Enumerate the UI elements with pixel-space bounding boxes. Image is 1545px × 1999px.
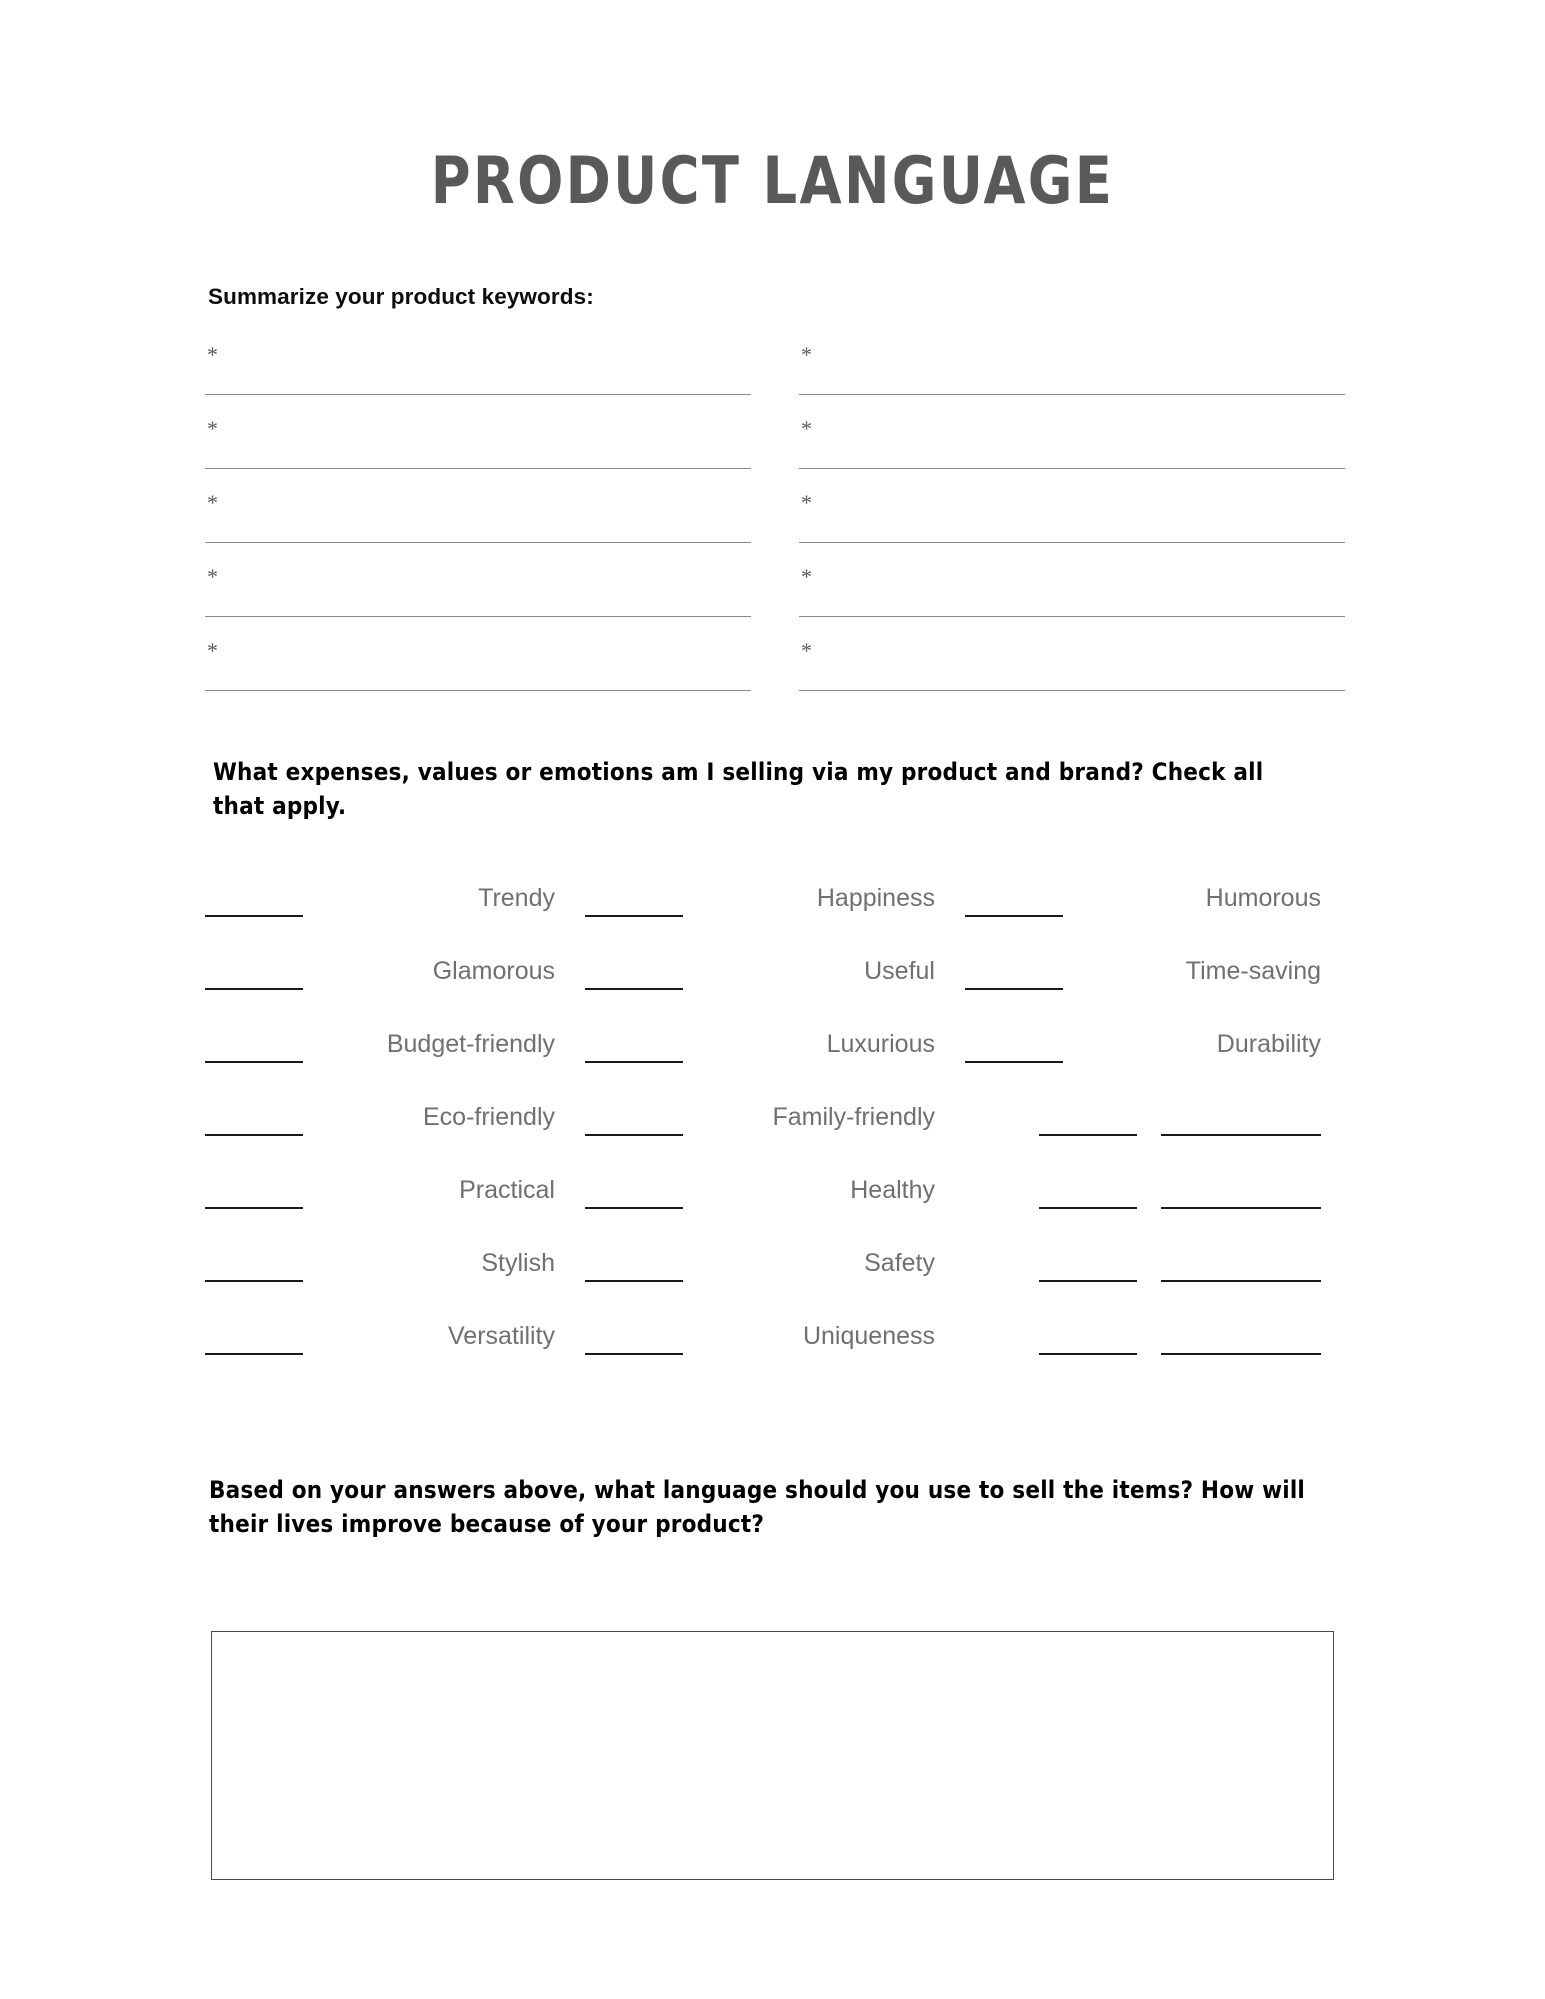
- checkbox-blank[interactable]: [1039, 1323, 1137, 1361]
- checklist-item-custom-2[interactable]: [965, 1177, 1345, 1215]
- checklist-item-stylish[interactable]: [205, 1250, 585, 1288]
- bullet-star-icon: *: [801, 416, 812, 441]
- checkbox-blank[interactable]: [585, 885, 683, 923]
- keyword-field-left-1[interactable]: [205, 340, 751, 407]
- write-line: [205, 468, 751, 469]
- write-line: [205, 690, 751, 691]
- page-title: PRODUCT LANGUAGE: [430, 143, 1115, 219]
- bullet-star-icon: *: [801, 564, 812, 589]
- checklist-row: [205, 885, 1345, 958]
- checklist-item-happiness[interactable]: [585, 885, 965, 923]
- checklist-label: Uniqueness: [802, 1322, 935, 1350]
- checklist-label: Useful: [864, 957, 935, 985]
- checklist-label: Practical: [459, 1176, 555, 1204]
- checklist-row: [205, 1250, 1345, 1323]
- keyword-row: [205, 414, 1345, 481]
- checklist-label: Glamorous: [432, 957, 555, 985]
- keyword-field-right-3[interactable]: [799, 488, 1345, 555]
- bullet-star-icon: *: [207, 342, 218, 367]
- checklist-label: Durability: [1216, 1030, 1321, 1058]
- write-line: [799, 690, 1345, 691]
- write-line: [205, 616, 751, 617]
- checkbox-blank[interactable]: [585, 1177, 683, 1215]
- write-line: [799, 542, 1345, 543]
- checkbox-blank[interactable]: [585, 1250, 683, 1288]
- checkbox-blank[interactable]: [205, 885, 303, 923]
- write-line: [799, 616, 1345, 617]
- checkbox-blank[interactable]: [585, 1323, 683, 1361]
- custom-write-in-field[interactable]: [1161, 1323, 1321, 1361]
- checklist-label: Healthy: [850, 1176, 935, 1204]
- language-answer-box[interactable]: [211, 1631, 1334, 1880]
- checkbox-blank[interactable]: [205, 1323, 303, 1361]
- language-heading: Based on your answers above, what language should you use to sell the items? How will their lives improve because of your product?: [209, 1476, 1306, 1539]
- checkbox-blank[interactable]: [585, 1031, 683, 1069]
- checklist-label: Luxurious: [826, 1030, 935, 1058]
- checklist-label: Eco-friendly: [423, 1103, 555, 1131]
- custom-write-in-field[interactable]: [1161, 1250, 1321, 1288]
- checkbox-blank[interactable]: [1039, 1177, 1137, 1215]
- checklist-item-versatility[interactable]: [205, 1323, 585, 1361]
- keyword-field-right-5[interactable]: [799, 636, 1345, 703]
- checklist-item-custom-3[interactable]: [965, 1250, 1345, 1288]
- checklist-row: [205, 1104, 1345, 1177]
- checklist-grid: [205, 885, 1345, 1396]
- checkbox-blank[interactable]: [205, 1177, 303, 1215]
- checklist-item-custom-1[interactable]: [965, 1104, 1345, 1142]
- keyword-field-left-3[interactable]: [205, 488, 751, 555]
- keyword-field-right-4[interactable]: [799, 562, 1345, 629]
- checklist-item-useful[interactable]: [585, 958, 965, 996]
- checklist-label: Versatility: [448, 1322, 555, 1350]
- checklist-label: Time-saving: [1185, 957, 1321, 985]
- checkbox-blank[interactable]: [205, 958, 303, 996]
- checklist-item-uniqueness[interactable]: [585, 1323, 965, 1361]
- checklist-item-eco-friendly[interactable]: [205, 1104, 585, 1142]
- checkbox-blank[interactable]: [205, 1250, 303, 1288]
- keyword-field-left-5[interactable]: [205, 636, 751, 703]
- checklist-item-trendy[interactable]: [205, 885, 585, 923]
- checklist-label: Humorous: [1205, 884, 1321, 912]
- keywords-grid: [205, 340, 1345, 710]
- checklist-item-glamorous[interactable]: [205, 958, 585, 996]
- keyword-field-right-1[interactable]: [799, 340, 1345, 407]
- checkbox-blank[interactable]: [585, 1104, 683, 1142]
- checklist-label: Family-friendly: [772, 1103, 935, 1131]
- checklist-item-safety[interactable]: [585, 1250, 965, 1288]
- bullet-star-icon: *: [207, 564, 218, 589]
- checklist-label: Happiness: [816, 884, 935, 912]
- checklist-label: Trendy: [478, 884, 555, 912]
- keywords-heading: Summarize your product keywords:: [208, 284, 594, 309]
- bullet-star-icon: *: [801, 638, 812, 663]
- checklist-item-practical[interactable]: [205, 1177, 585, 1215]
- checklist-item-budget-friendly[interactable]: [205, 1031, 585, 1069]
- bullet-star-icon: *: [801, 342, 812, 367]
- checklist-row: [205, 1031, 1345, 1104]
- checklist-heading: What expenses, values or emotions am I selling via my product and brand? Check all that apply.: [213, 758, 1264, 821]
- language-answer-input[interactable]: [212, 1632, 1333, 1879]
- checklist-label: Budget-friendly: [386, 1030, 555, 1058]
- write-line: [799, 394, 1345, 395]
- checkbox-blank[interactable]: [965, 885, 1063, 923]
- checklist-item-custom-4[interactable]: [965, 1323, 1345, 1361]
- checkbox-blank[interactable]: [205, 1031, 303, 1069]
- checklist-label: Stylish: [481, 1249, 555, 1277]
- checklist-item-luxurious[interactable]: [585, 1031, 965, 1069]
- bullet-star-icon: *: [801, 490, 812, 515]
- checkbox-blank[interactable]: [585, 958, 683, 996]
- checkbox-blank[interactable]: [1039, 1104, 1137, 1142]
- checklist-item-time-saving[interactable]: [965, 958, 1345, 996]
- custom-write-in-field[interactable]: [1161, 1104, 1321, 1142]
- keyword-field-left-4[interactable]: [205, 562, 751, 629]
- keyword-field-right-2[interactable]: [799, 414, 1345, 481]
- custom-write-in-field[interactable]: [1161, 1177, 1321, 1215]
- checklist-item-durability[interactable]: [965, 1031, 1345, 1069]
- checklist-item-humorous[interactable]: [965, 885, 1345, 923]
- checkbox-blank[interactable]: [965, 1031, 1063, 1069]
- checkbox-blank[interactable]: [1039, 1250, 1137, 1288]
- bullet-star-icon: *: [207, 416, 218, 441]
- write-line: [205, 542, 751, 543]
- checklist-item-family-friendly[interactable]: [585, 1104, 965, 1142]
- checkbox-blank[interactable]: [965, 958, 1063, 996]
- keyword-row: [205, 636, 1345, 703]
- checkbox-blank[interactable]: [205, 1104, 303, 1142]
- checklist-row: [205, 1177, 1345, 1250]
- checklist-row: [205, 1323, 1345, 1396]
- checklist-row: [205, 958, 1345, 1031]
- checklist-item-healthy[interactable]: [585, 1177, 965, 1215]
- write-line: [799, 468, 1345, 469]
- checklist-label: Safety: [864, 1249, 935, 1277]
- keyword-row: [205, 562, 1345, 629]
- write-line: [205, 394, 751, 395]
- keyword-row: [205, 340, 1345, 407]
- bullet-star-icon: *: [207, 638, 218, 663]
- keyword-row: [205, 488, 1345, 555]
- bullet-star-icon: *: [207, 490, 218, 515]
- keyword-field-left-2[interactable]: [205, 414, 751, 481]
